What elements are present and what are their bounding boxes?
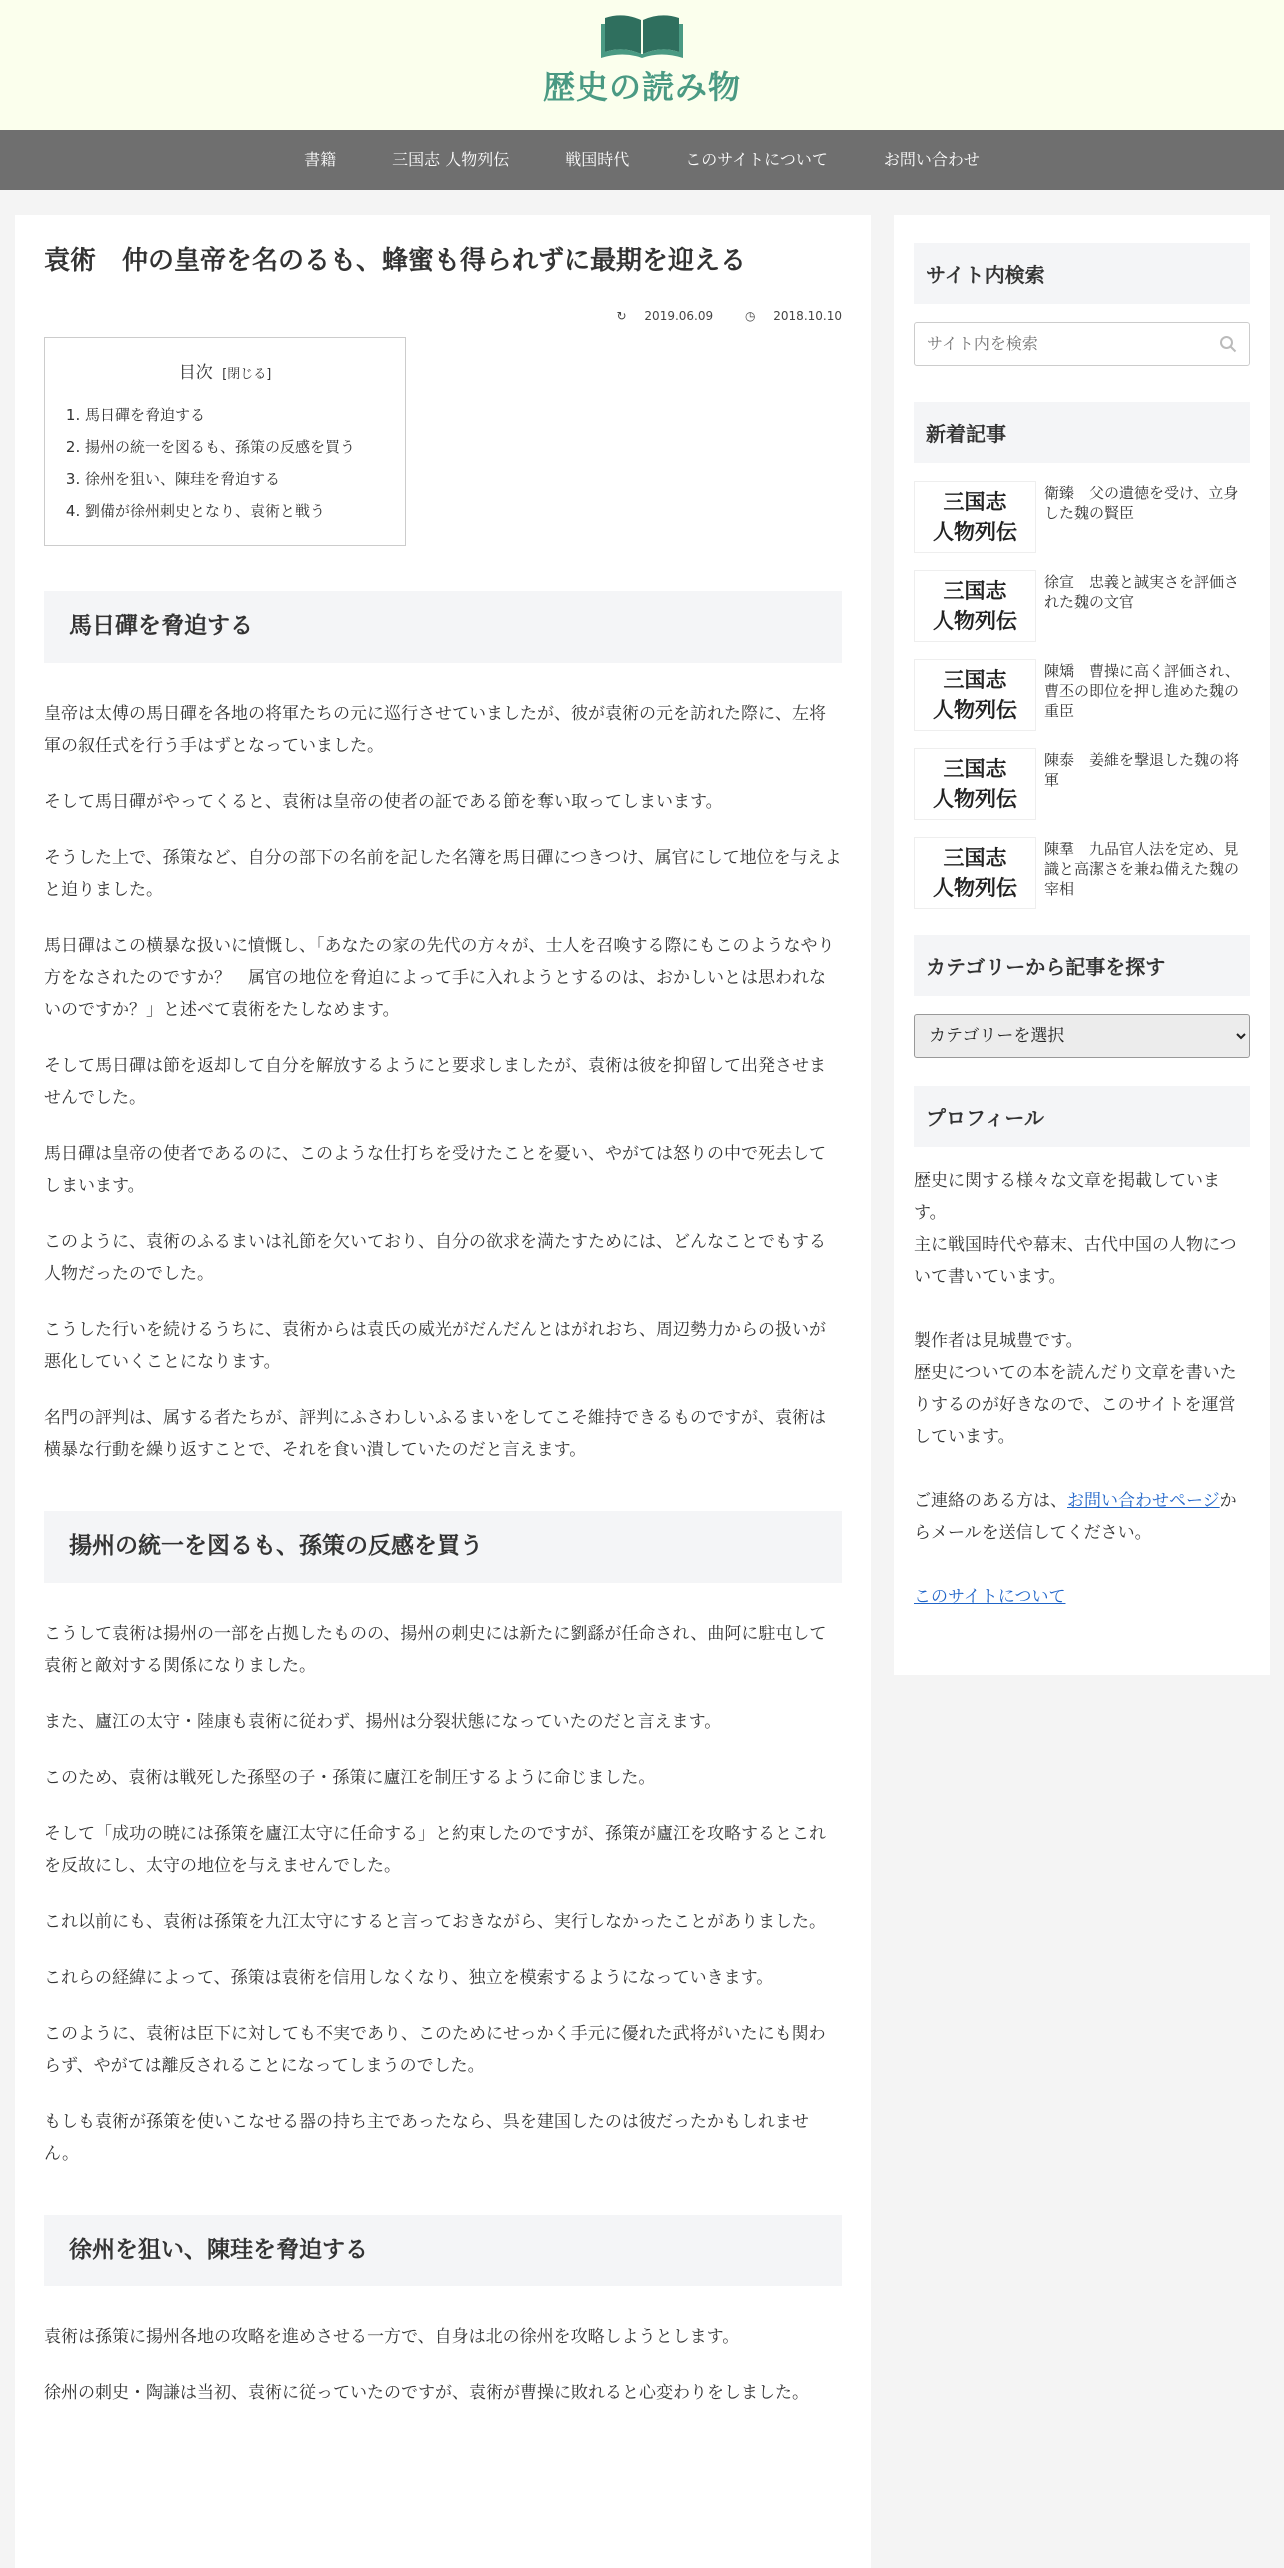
nav-item-books[interactable]: 書籍 <box>304 150 337 169</box>
recent-list <box>914 481 1250 913</box>
search-input[interactable] <box>915 323 1239 363</box>
profile-contact-line: ご連絡のある方は、お問い合わせページからメールを送信してください。 <box>914 1491 1237 1543</box>
recent-title[interactable]: 徐宣 忠義と誠実さを評価された魏の文官 <box>1044 573 1240 611</box>
recent-item[interactable] <box>914 659 1250 735</box>
paragraph: そして「成功の暁には孫策を廬江太守に任命する」と約束したのですが、孫策が廬江を攻略するとこれを反故にし、太守の地位を与えませんでした。 <box>44 1823 826 1876</box>
main-article <box>15 215 871 2568</box>
profile-widget-title: プロフィール <box>914 1086 1250 1147</box>
paragraph: このように、袁術は臣下に対しても不実であり、このためにせっかく手元に優れた武将がいたにも関わらず、やがては離反されることになってしまうのでした。 <box>44 2023 826 2076</box>
open-book-icon <box>599 8 685 60</box>
article-title: 袁術 仲の皇帝を名のるも、蜂蜜も得られずに最期を迎える <box>44 246 747 276</box>
recent-title[interactable]: 陳矯 曹操に高く評価され、曹丕の即位を押し進めた魏の重臣 <box>1044 662 1240 720</box>
recent-thumb[interactable]: 三国志 人物列伝 <box>914 570 1036 642</box>
paragraph: このように、袁術のふるまいは礼節を欠いており、自分の欲求を満たすためには、どんなことでもする人物だったのでした。 <box>44 1231 826 1284</box>
paragraph: 徐州の刺史・陶謙は当初、袁術に従っていたのですが、袁術が曹操に敗れると心変わりをしました。 <box>44 2383 809 2404</box>
search-widget-title: サイト内検索 <box>914 243 1250 304</box>
nav-item-contact[interactable]: お問い合わせ <box>883 150 980 169</box>
section-heading: 馬日磾を脅迫する <box>44 591 842 663</box>
paragraph: そして馬日磾がやってくると、袁術は皇帝の使者の証である節を奪い取ってしまいます。 <box>44 791 723 812</box>
profile-line: 製作者は見城豊です。 <box>914 1331 1083 1351</box>
site-header <box>0 0 1284 130</box>
refresh-icon: ↻ <box>616 309 627 324</box>
paragraph: これ以前にも、袁術は孫策を九江太守にすると言っておきながら、実行しなかったことがありました。 <box>44 1911 826 1932</box>
paragraph: そうした上で、孫策など、自分の部下の名前を記した名簿を馬日磾につきつけ、属官にして地位を与えよと迫りました。 <box>44 847 842 900</box>
search-box <box>914 322 1250 366</box>
section-heading: 徐州を狙い、陳珪を脅迫する <box>44 2215 842 2287</box>
recent-item[interactable] <box>914 570 1250 646</box>
paragraph: もしも袁術が孫策を使いこなせる器の持ち主であったなら、呉を建国したのは彼だったかもしれません。 <box>44 2111 809 2164</box>
paragraph: そして馬日磾は節を返却して自分を解放するようにと要求しましたが、袁術は彼を抑留して出発させませんでした。 <box>44 1055 826 1108</box>
updated-date: ↻ 2019.06.09 <box>616 309 714 324</box>
nav-item-sengoku[interactable]: 戦国時代 <box>565 150 630 169</box>
contact-page-link[interactable]: お問い合わせページ <box>1067 1491 1220 1511</box>
toc-item[interactable]: 4. 劉備が徐州刺史となり、袁術と戦う <box>85 495 405 527</box>
published-date: ◷ 2018.10.10 <box>744 309 842 324</box>
content-area <box>0 190 1284 2568</box>
recent-thumb[interactable]: 三国志 人物列伝 <box>914 481 1036 553</box>
paragraph: こうして袁術は揚州の一部を占拠したものの、揚州の刺史には新たに劉繇が任命され、曲阿に駐屯して袁術と敵対する関係になりました。 <box>44 1623 827 1676</box>
category-widget-title: カテゴリーから記事を探す <box>914 935 1250 996</box>
profile-line: 主に戦国時代や幕末、古代中国の人物について書いています。 <box>914 1235 1237 1287</box>
paragraph: これらの経緯によって、孫策は袁術を信用しなくなり、独立を模索するようになっていきます。 <box>44 1967 774 1988</box>
sidebar <box>894 215 1270 1675</box>
profile-text <box>914 1165 1250 1613</box>
paragraph: また、廬江の太守・陸康も袁術に従わず、揚州は分裂状態になっていたのだと言えます。 <box>44 1711 722 1732</box>
clock-icon: ◷ <box>744 309 756 324</box>
paragraph: 袁術は孫策に揚州各地の攻略を進めさせる一方で、自身は北の徐州を攻略しようとします。 <box>44 2327 740 2348</box>
category-select[interactable] <box>914 1014 1250 1058</box>
article-dates <box>44 309 842 323</box>
toc-item[interactable]: 2. 揚州の統一を図るも、孫策の反感を買う <box>85 431 405 463</box>
profile-line: 歴史に関する様々な文章を掲載しています。 <box>914 1171 1220 1223</box>
recent-thumb[interactable]: 三国志 人物列伝 <box>914 837 1036 909</box>
recent-item[interactable] <box>914 748 1250 824</box>
global-nav <box>0 130 1284 190</box>
recent-title[interactable]: 陳羣 九品官人法を定め、見識と高潔さを兼ね備えた魏の宰相 <box>1044 840 1240 898</box>
paragraph: このため、袁術は戦死した孫堅の子・孫策に廬江を制圧するように命じました。 <box>44 1767 656 1788</box>
paragraph: 馬日磾はこの横暴な扱いに憤慨し、「あなたの家の先代の方々が、士人を召喚する際にもこのようなやり方をなされたのですか？ 属官の地位を脅迫によって手に入れようとするのは、おかしいとは思われないのですか？」と述べて袁術をたしなめます。 <box>44 935 835 1020</box>
table-of-contents <box>44 337 406 546</box>
recent-item[interactable] <box>914 481 1250 557</box>
nav-item-sangokushi[interactable]: 三国志 人物列伝 <box>392 150 510 169</box>
toc-title: 目次 <box>178 363 213 384</box>
toc-item[interactable]: 3. 徐州を狙い、陳珪を脅迫する <box>85 463 405 495</box>
paragraph: こうした行いを続けるうちに、袁術からは袁氏の威光がだんだんとはがれおち、周辺勢力からの扱いが悪化していくことになります。 <box>44 1319 826 1372</box>
site-title: 歴史の読み物 <box>542 68 741 106</box>
recent-item[interactable] <box>914 837 1250 913</box>
recent-widget-title: 新着記事 <box>914 402 1250 463</box>
site-logo[interactable] <box>0 8 1284 108</box>
toc-list <box>45 399 405 527</box>
search-icon[interactable] <box>1219 335 1237 353</box>
toc-toggle[interactable]: [閉じる] <box>222 367 272 383</box>
about-site-link[interactable]: このサイトについて <box>914 1587 1066 1607</box>
recent-title[interactable]: 衛臻 父の遺徳を受け、立身した魏の賢臣 <box>1044 484 1239 522</box>
paragraph: 馬日磾は皇帝の使者であるのに、このような仕打ちを受けたことを憂い、やがては怒りの中で死去してしまいます。 <box>44 1143 826 1196</box>
section-heading: 揚州の統一を図るも、孫策の反感を買う <box>44 1511 842 1583</box>
paragraph: 名門の評判は、属する者たちが、評判にふさわしいふるまいをしてこそ維持できるものですが、袁術は横暴な行動を繰り返すことで、それを食い潰していたのだと言えます。 <box>44 1407 826 1460</box>
toc-item[interactable]: 1. 馬日磾を脅迫する <box>85 399 405 431</box>
paragraph: 皇帝は太傅の馬日磾を各地の将軍たちの元に巡行させていましたが、彼が袁術の元を訪れた際に、左将軍の叙任式を行う手はずとなっていました。 <box>44 703 826 756</box>
nav-item-about[interactable]: このサイトについて <box>685 150 828 169</box>
profile-line: 歴史についての本を読んだり文章を書いたりするのが好きなので、このサイトを運営しています。 <box>914 1363 1237 1447</box>
recent-thumb[interactable]: 三国志 人物列伝 <box>914 659 1036 731</box>
recent-thumb[interactable]: 三国志 人物列伝 <box>914 748 1036 820</box>
recent-title[interactable]: 陳泰 姜維を撃退した魏の将軍 <box>1044 751 1240 789</box>
toc-header <box>45 358 405 383</box>
